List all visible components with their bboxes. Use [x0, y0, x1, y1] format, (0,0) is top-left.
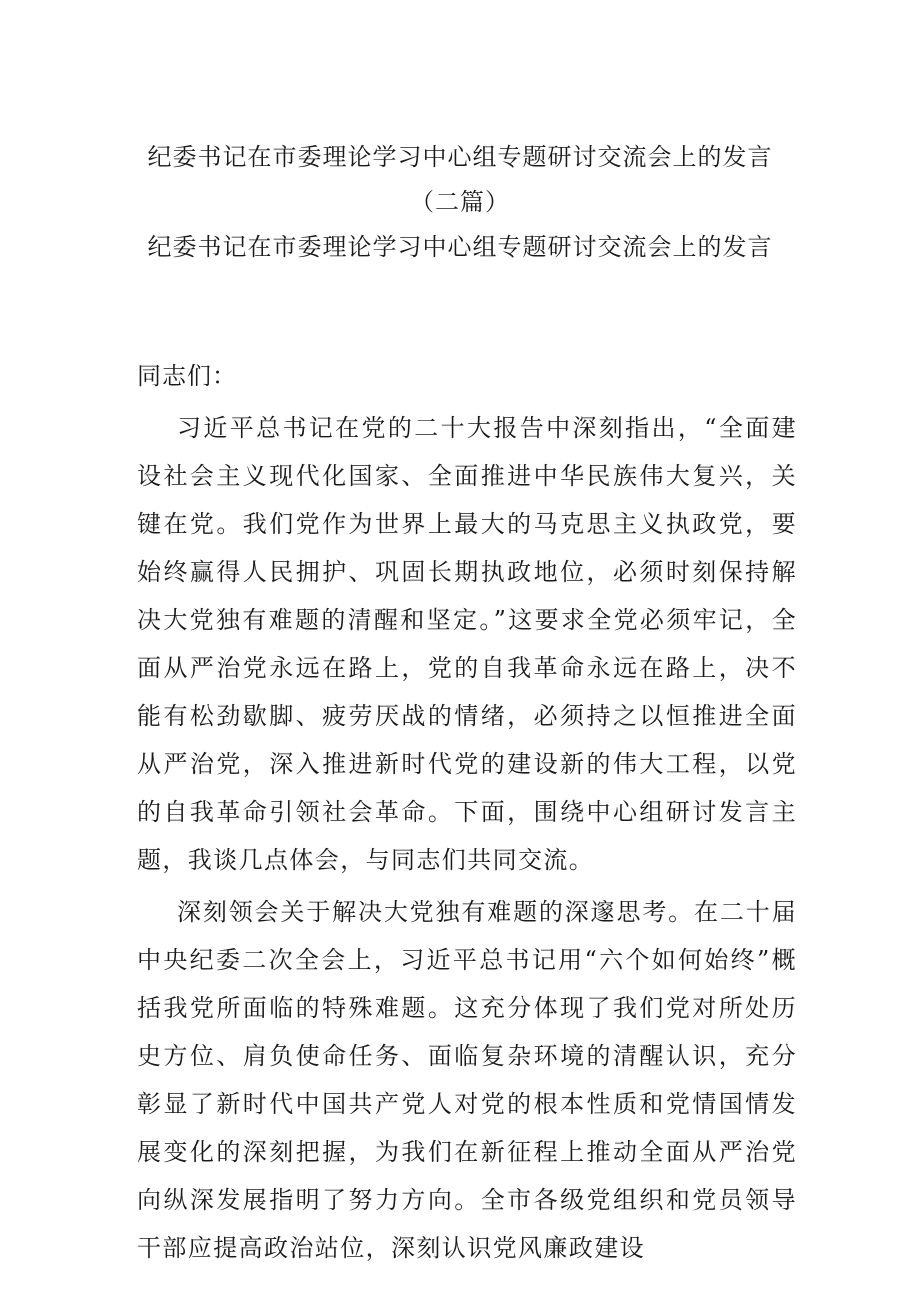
salutation: 同志们：	[137, 362, 237, 390]
document-title: 纪委书记在市委理论学习中心组专题研讨交流会上的发言	[147, 143, 773, 171]
document-title-block	[0, 135, 920, 270]
document-section-title: 纪委书记在市委理论学习中心组专题研讨交流会上的发言	[147, 233, 773, 261]
paragraph-section-one: 深刻领会关于解决大党独有难题的深邃思考。在二十届中央纪委二次全会上，习近平总书记用“六个如何始终”概括我党所面临的特殊难题。这充分体现了我们党对所处历史方位、肩负使命任务、面临复杂环境的清醒认识，充分彰显了新时代中国共产党人对党的根本性质和党情国情发展变化的深刻把握，为我们在新征程上推动全面从严治党向纵深发展指明了努力方向。全市各级党组织和党员领导干部应提高政治站位，深刻认识党风廉政建设	[137, 898, 797, 1262]
paragraph-intro: 习近平总书记在党的二十大报告中深刻指出，“全面建设社会主义现代化国家、全面推进中华民族伟大复兴，关键在党。我们党作为世界上最大的马克思主义执政党，要始终赢得人民拥护、巩固长期执政地位，必须时刻保持解决大党独有难题的清醒和坚定。”这要求全党必须牢记，全面从严治党永远在路上，党的自我革命永远在路上，决不能有松劲歇脚、疲劳厌战的情绪，必须持之以恒推进全面从严治党，深入推进新时代党的建设新的伟大工程，以党的自我革命引领社会革命。下面，围绕中心组研讨发言主题，我谈几点体会，与同志们共同交流。	[137, 414, 797, 874]
document-body	[137, 352, 797, 1276]
document-subtitle: （二篇）	[410, 188, 510, 216]
